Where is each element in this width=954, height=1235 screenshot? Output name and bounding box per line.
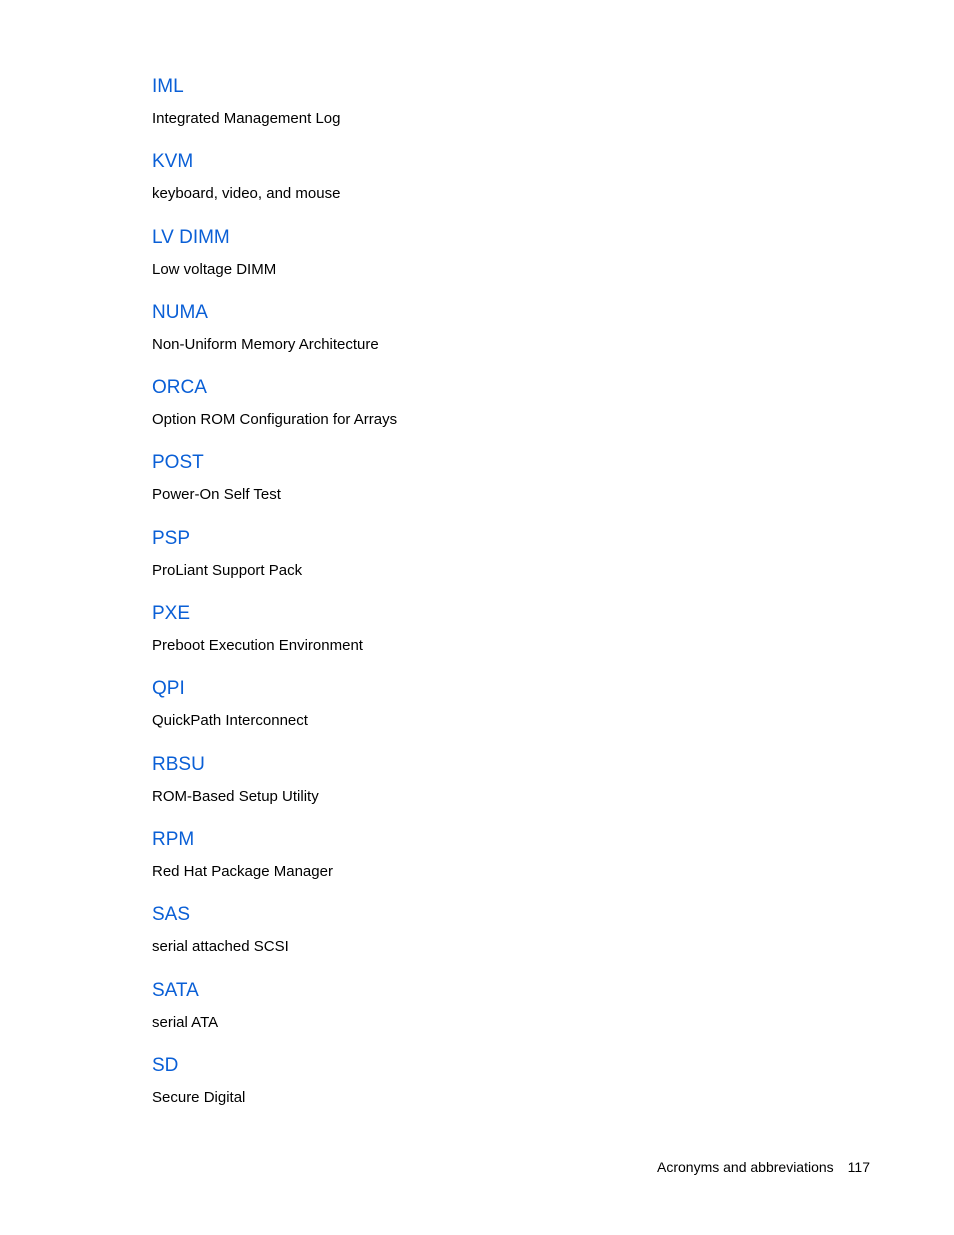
glossary-entry-numa — [152, 301, 852, 376]
term-heading: SAS — [152, 904, 191, 926]
term-heading: PXE — [152, 603, 191, 625]
glossary-list — [152, 75, 852, 1129]
term-definition: Non-Uniform Memory Architecture — [152, 335, 379, 353]
glossary-entry-pxe — [152, 602, 852, 677]
term-definition: Low voltage DIMM — [152, 260, 277, 278]
glossary-entry-lv-dimm — [152, 226, 852, 301]
term-definition: QuickPath Interconnect — [152, 712, 308, 730]
term-heading: LV DIMM — [152, 226, 230, 248]
glossary-entry-post — [152, 451, 852, 526]
glossary-entry-orca — [152, 376, 852, 451]
term-heading: KVM — [152, 151, 194, 173]
glossary-entry-iml — [152, 75, 852, 150]
glossary-entry-sas — [152, 903, 852, 978]
term-definition: serial attached SCSI — [152, 938, 289, 956]
glossary-entry-sata — [152, 979, 852, 1054]
term-heading: SATA — [152, 979, 199, 1001]
term-heading: SD — [152, 1054, 179, 1076]
term-heading: POST — [152, 452, 204, 474]
term-heading: NUMA — [152, 301, 208, 323]
term-definition: Power-On Self Test — [152, 486, 281, 504]
glossary-entry-sd — [152, 1054, 852, 1129]
term-definition: Integrated Management Log — [152, 110, 341, 127]
page-number: 117 — [847, 1159, 870, 1175]
term-definition: Preboot Execution Environment — [152, 637, 363, 655]
term-heading: RBSU — [152, 753, 205, 775]
term-heading: QPI — [152, 678, 185, 700]
page-footer — [657, 1158, 870, 1176]
term-definition: ProLiant Support Pack — [152, 561, 303, 579]
glossary-entry-psp — [152, 527, 852, 602]
term-definition: ROM-Based Setup Utility — [152, 787, 319, 805]
term-definition: Option ROM Configuration for Arrays — [152, 411, 398, 429]
glossary-entry-rbsu — [152, 753, 852, 828]
term-heading: RPM — [152, 828, 195, 850]
term-heading: PSP — [152, 527, 191, 549]
term-definition: Red Hat Package Manager — [152, 862, 333, 880]
term-heading: IML — [152, 76, 184, 97]
glossary-entry-kvm — [152, 150, 852, 225]
term-heading: ORCA — [152, 377, 207, 399]
term-definition: Secure Digital — [152, 1088, 246, 1106]
term-definition: keyboard, video, and mouse — [152, 185, 341, 203]
term-definition: serial ATA — [152, 1013, 219, 1031]
glossary-entry-qpi — [152, 677, 852, 752]
glossary-entry-rpm — [152, 828, 852, 903]
footer-section-title: Acronyms and abbreviations — [657, 1159, 834, 1175]
